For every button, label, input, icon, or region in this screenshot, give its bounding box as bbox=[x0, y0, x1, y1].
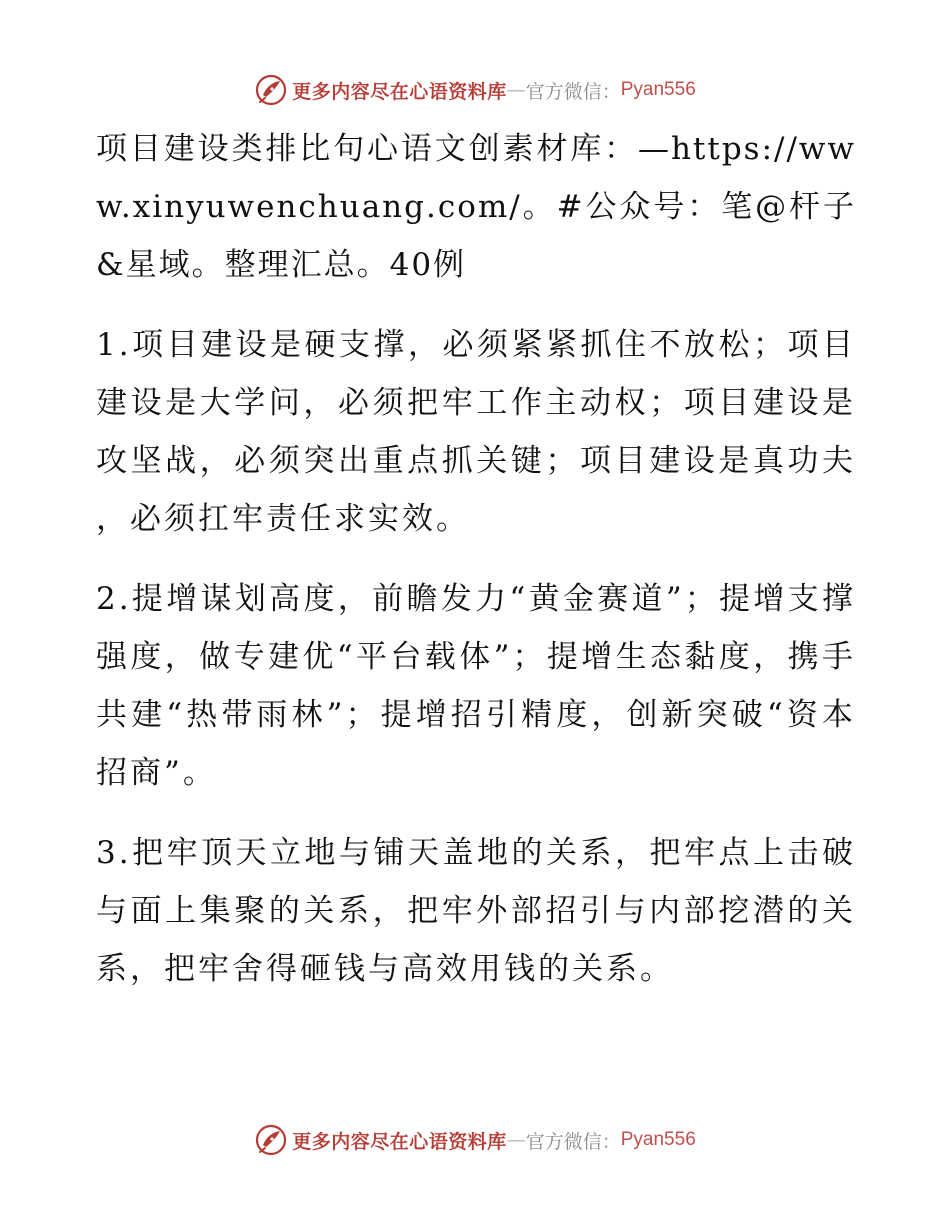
header-watermark bbox=[0, 70, 950, 110]
pen-nib-logo-icon bbox=[254, 1123, 288, 1157]
watermark-text: 更多内容尽在心语资料库 bbox=[292, 1130, 507, 1153]
pen-nib-logo-icon bbox=[254, 73, 288, 107]
paragraph-2: 2.提增谋划高度，前瞻发力“黄金赛道”；提增支撑强度，做专建优“平台载体”；提增生态黏度，携手共建“热带雨林”；提增招引精度，创新突破“资本招商”。 bbox=[96, 581, 856, 791]
watermark-dash: — bbox=[506, 1129, 526, 1151]
document-body bbox=[96, 120, 856, 1020]
intro-paragraph: 项目建设类排比句心语文创素材库：—https://www.xinyuwenchuang.com/。#公众号：笔@杆子&星域。整理汇总。40例 bbox=[96, 131, 856, 283]
watermark-dash: — bbox=[506, 79, 526, 101]
paragraph-3: 3.把牢顶天立地与铺天盖地的关系，把牢点上击破与面上集聚的关系，把牢外部招引与内部挖潜的关系，把牢舍得砸钱与高效用钱的关系。 bbox=[96, 835, 856, 987]
watermark-wechat-label: 官方微信： bbox=[525, 80, 621, 103]
watermark-wechat-id: Pyan556 bbox=[620, 1129, 696, 1150]
watermark-wechat-id: Pyan556 bbox=[620, 79, 696, 100]
paragraph-1: 1.项目建设是硬支撑，必须紧紧抓住不放松；项目建设是大学问，必须把牢工作主动权；项目建设是攻坚战，必须突出重点抓关键；项目建设是真功夫，必须扛牢责任求实效。 bbox=[96, 327, 856, 537]
watermark-wechat-label: 官方微信： bbox=[525, 1130, 621, 1153]
watermark-text: 更多内容尽在心语资料库 bbox=[292, 80, 507, 103]
footer-watermark bbox=[0, 1120, 950, 1160]
